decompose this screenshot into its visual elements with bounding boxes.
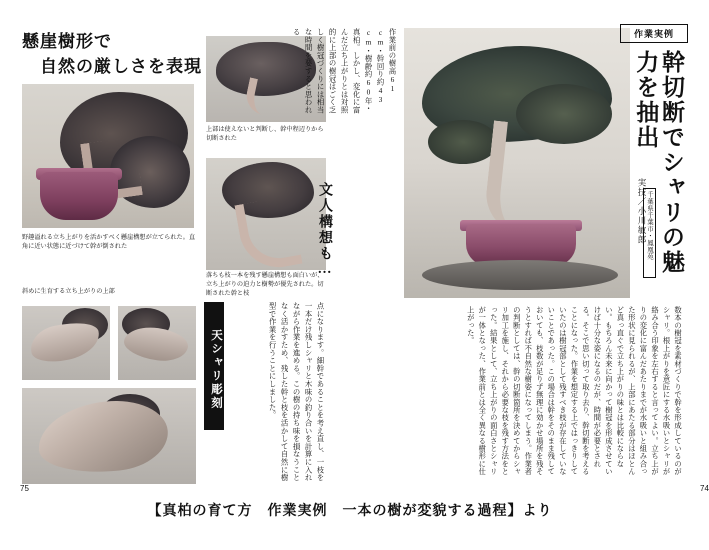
trunk-shape (234, 196, 302, 274)
photo-shari-detail-1 (22, 306, 110, 380)
caption-low-left-photo: 斜めに生育する立ち上がりの上部 (22, 288, 115, 295)
foliage-canopy-tertiary-icon (428, 120, 498, 164)
trunk-shape (35, 395, 172, 478)
photo-cut-trunk-branch (206, 158, 326, 270)
article-title: 幹切断でシャリの魅力を抽出 (633, 50, 684, 275)
caption-before-work: 作業前の樹高61 cm・幹回り約43 cm・樹齢約60年・真柏。しかし、変化に富んだ立ち上がりとは対照的に上部の樹冠はごく乏しく樹冠づくりには相当な時間を要すると思われる (292, 28, 397, 114)
caption-mid-right-photo: 落ちも枝一本を残す懸崖構想も面白いが、立ち上がりの迫力と樹勢が優先された。切断された幹と枝 (206, 272, 324, 297)
footer-caption: 【真柏の育て方 作業実例 一本の樹が変貌する過程】より (147, 504, 553, 519)
caption-top-right-photo: 上部は使えないと判断し、幹中程辺りから切断された (206, 126, 324, 142)
section-tag-work-example: 作業実例 (620, 24, 688, 43)
page-number-right: 74 (700, 484, 709, 493)
display-table-shape (422, 260, 618, 290)
page-number-left: 75 (20, 484, 29, 493)
section-label-tenshari: 天シャリ彫刻 (204, 302, 224, 430)
pot-shape (40, 172, 118, 220)
photo-finished-bonsai (404, 28, 630, 298)
photo-shari-detail-2 (118, 306, 196, 380)
left-page-headline (22, 30, 202, 79)
branch-shape (27, 317, 103, 367)
article-credit: 実技／小川敏郎 (637, 178, 647, 245)
left-page-body-text: 点になります。細幹であることを考え直し、一枝を一本だけ残しシャリと木味の釣り合いを計算に入れながら作業を進める。この樹の持ち味を損なうことなく活かすため、残した幹と枝を活かして自然に樹型で作業を行うことにしました。 (268, 302, 325, 482)
photo-cascade-bonsai (22, 84, 194, 228)
vertical-heading-bunjin: 文人構想も… (317, 182, 332, 279)
right-page-body-text: 数本の樹冠を素材づくりで幹を形成しているのがシャリ。根上がりを意匠にする水吸いとシャリが絡み合う印象を左右すると言ってよい。立ち上がりの変化に富んだあたりまでが水吸いと組み合った形状に見られるが、上部にあたる部分はほとんど真っ直ぐで立ち上がりの味とは比較にならない。もちろん未来に向かって樹冠を形成させていけば十分な姿になるのだが、時間が必要とされる。そこで思い切って取り去り、幹切断を考えることになった。作業を想定する上ではっきりしていたのは樹冠部として残すべき枝が存在していないことであった。この場合は幹をそのまま残しておいても、枝数が足りず無理に効かせ場所を残そうとすれば不自然な樹姿になってしまう。作業者の判断としては、幹の切断箇所を決めてからシャリ加工を施し、それから必要な枝を残す方法をとった。結果として、立ち上がりの面白さとシャリが一体となった、作業前とは全く異なる樹形に仕上がった。 (466, 306, 683, 476)
article-credit-affiliation: 千葉県千葉市・鳳凰苑 (643, 188, 656, 278)
left-page (8, 6, 340, 492)
caption-cascade-photo: 野趣溢れる立ち上がりを活かすべく懸崖構想が立てられた。直角に近い状態に近づけて幹が倒された (22, 234, 196, 250)
headline-line-2: 自然の厳しさを表現 (40, 56, 202, 76)
headline-line-1: 懸崖樹形で (22, 32, 112, 51)
photo-shari-carving (22, 388, 196, 484)
branch-shape (122, 324, 190, 365)
